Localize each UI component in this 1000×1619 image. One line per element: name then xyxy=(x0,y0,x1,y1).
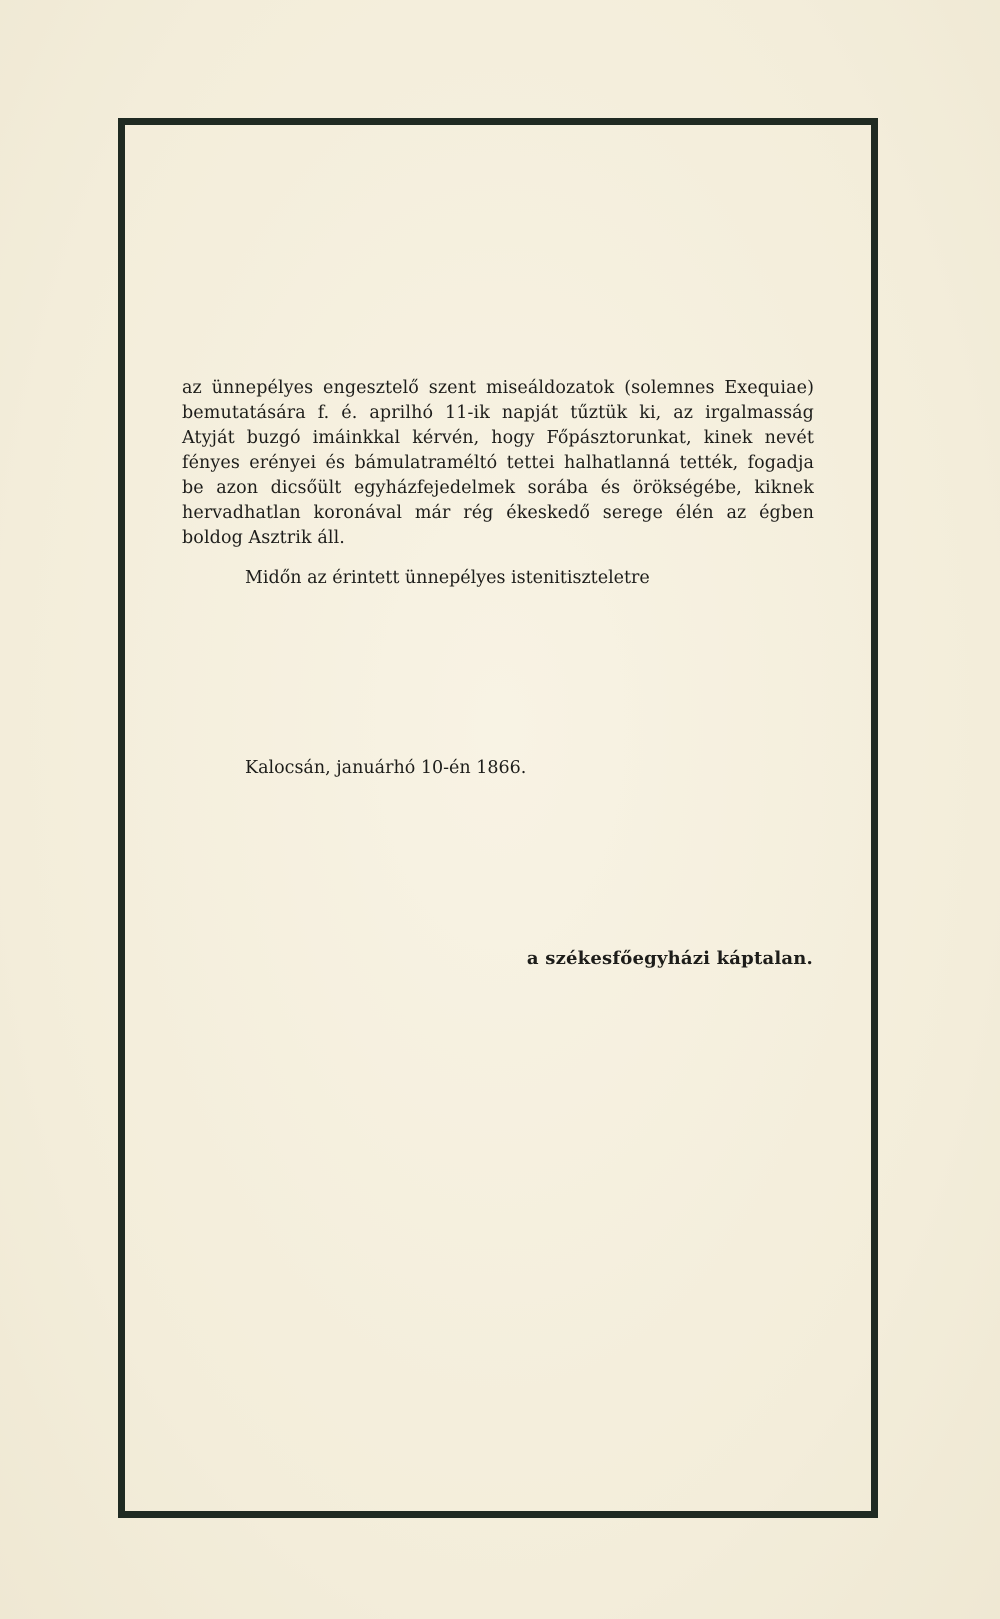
announcement-line: Midőn az érintett ünnepélyes istenitiszteletre xyxy=(245,568,650,588)
dateline: Kalocsán, januárhó 10-én 1866. xyxy=(245,758,527,778)
mourning-border-frame xyxy=(118,118,878,1518)
main-paragraph: az ünnepélyes engesztelő szent miseáldozatok (solemnes Exequiae) bemutatására f. é. aprilhó 11-ik napját tűztük ki, az irgalmasság Atyját buzgó imáinkkal kérvén, hogy Főpásztorunkat, kinek nevét fényes erényei és bámulatraméltó tettei halhatlanná tették, fogadja be azon dicsőült egyházfejedelmek sorába és örökségébe, kiknek hervadhatlan koronával már rég ékeskedő serege élén az égben boldog Asztrik áll. xyxy=(182,378,814,548)
signature: a székesfőegyházi káptalan. xyxy=(526,948,813,969)
